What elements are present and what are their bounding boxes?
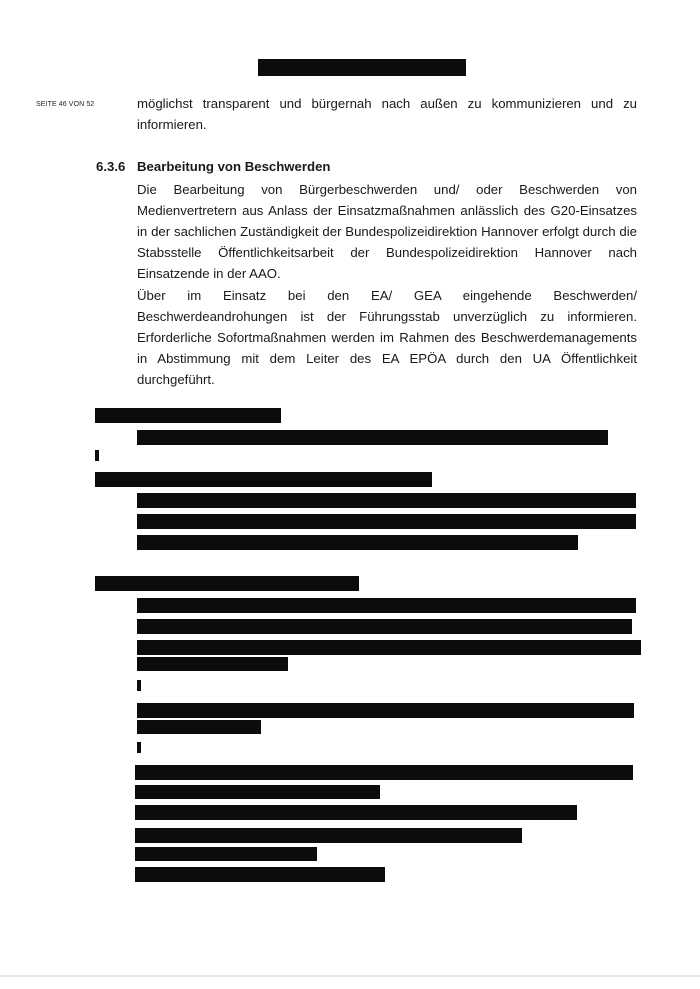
redaction-bar [135, 805, 577, 820]
redaction-bar [137, 680, 141, 691]
section-paragraph-1: Die Bearbeitung von Bürgerbeschwerden und/ oder Beschwerden von Medienvertretern aus Anlass der Einsatzmaßnahmen anlässlich des G20-Einsatzes in der sachlichen Zuständigkeit der Bundespolizeidirektion Hannover erfolgt durch die Stabsstelle Öffentlichkeitsarbeit der Bundespolizeidirektion Hannover nach Einsatzende in der AAO. [137, 182, 637, 281]
redaction-bar [137, 619, 632, 634]
page-bottom-edge [0, 975, 700, 977]
redaction-bar [137, 598, 636, 613]
redaction-bar [137, 640, 641, 655]
redaction-bar [135, 847, 317, 861]
section-title: Bearbeitung von Beschwerden [137, 159, 331, 174]
header-redaction [258, 59, 466, 76]
redaction-bar [95, 472, 432, 487]
continuation-paragraph: möglichst transparent und bürgernah nach außen zu kommunizieren und zu informieren. [137, 96, 637, 132]
redaction-bar [95, 576, 359, 591]
redaction-bar [95, 408, 281, 423]
redaction-bar [135, 867, 385, 882]
redaction-bar [137, 514, 636, 529]
section-paragraph-2: Über im Einsatz bei den EA/ GEA eingehende Beschwerden/ Beschwerdeandrohungen ist der Führungsstab unverzüglich zu informieren. Erforderliche Sofortmaßnahmen werden im Rahmen des Beschwerdemanagements in Abstimmung mit dem Leiter des EA EPÖA durch den UA Öffentlichkeit durchgeführt. [137, 288, 637, 387]
redaction-bar [135, 828, 522, 843]
redaction-bar [137, 430, 608, 445]
redaction-bar [137, 535, 578, 550]
redaction-bar [135, 765, 633, 780]
page-number-label: SEITE 46 VON 52 [36, 101, 95, 108]
redaction-bar [137, 720, 261, 734]
redaction-bar [137, 493, 636, 508]
redaction-bar [95, 450, 99, 461]
redaction-bar [135, 785, 380, 799]
redaction-bar [137, 657, 288, 671]
redaction-bar [137, 742, 141, 753]
redaction-bar [137, 703, 634, 718]
section-number: 6.3.6 [96, 159, 126, 174]
